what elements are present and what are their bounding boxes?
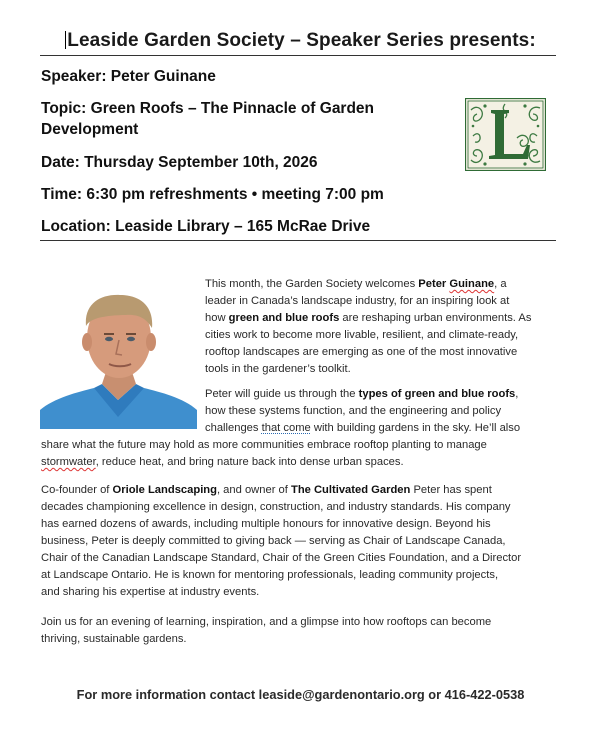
leaside-logo-icon [465, 98, 546, 171]
p3-text: , and owner of [216, 484, 291, 496]
spelling-flag: stormwater [41, 456, 96, 468]
grammar-flag: that come [261, 422, 311, 434]
bottom-divider [40, 240, 556, 241]
location-line [41, 216, 370, 237]
p3-text: decades championing excellence in design, construction, and industry standards. His company [41, 501, 511, 513]
p1-text: how [205, 312, 229, 324]
topic-line [41, 98, 374, 140]
speaker-first-name: Peter [418, 278, 447, 290]
date-label: Date: [41, 154, 80, 171]
p4-text: thriving, sustainable gardens. [41, 633, 187, 645]
p2-text: , reduce heat, and bring nature back into dense urban spaces. [95, 456, 404, 468]
p3-text: Chair of the Canadian Landscape Standard, Chair of the Green Cities Foundation, and a Director [41, 552, 522, 564]
p1-text: tools in the gardener’s toolkit. [205, 363, 351, 375]
date-line [41, 152, 318, 173]
topic-value: Green Roofs – The Pinnacle of Garden [90, 100, 375, 117]
speaker-photo [40, 282, 197, 429]
p1-text: leader in Canada’s landscape industry, for an inspiring look at [205, 295, 510, 307]
speaker-name: Peter Guinane [110, 68, 216, 85]
closing-paragraph [41, 614, 565, 648]
p3-text: Peter has spent [410, 484, 492, 496]
time-label: Time: [41, 186, 83, 203]
highlight-roofs: green and blue roofs [228, 312, 340, 324]
p1-text: cities work to become more livable, resilient, and climate-ready, [205, 329, 519, 341]
p3-text: Co-founder of [41, 484, 113, 496]
p4-text: Join us for an evening of learning, inspiration, and a glimpse into how rooftops can become [41, 616, 492, 628]
time-value: 6:30 pm refreshments • meeting 7:00 pm [86, 186, 384, 203]
top-divider [40, 55, 556, 56]
contact-footer: For more information contact leaside@gardenontario.org or 416-422-0538 [76, 687, 525, 702]
page-title [0, 30, 601, 52]
speaker-label: Speaker: [41, 68, 107, 85]
p3-text: business, Peter is deeply committed to giving back — serving as Chair of Landscape Canada, [41, 535, 506, 547]
intro-paragraph [205, 276, 565, 378]
speaker-line [41, 66, 216, 87]
p3-text: and sharing his expertise at industry events. [41, 586, 260, 598]
p2-text: with building gardens in the sky. He’ll also [310, 422, 521, 434]
p2-text: how these systems function, and the engineering and policy [205, 405, 502, 417]
p1-text: , a [494, 278, 507, 290]
p1-text: are reshaping urban environments. As [339, 312, 532, 324]
topic-value-cont: Development [41, 121, 139, 138]
p1-text: This month, the Garden Society welcomes [205, 278, 419, 290]
p2-text: share what the future may hold as more communities embrace rooftop planting to manage [41, 439, 487, 451]
company-name: Oriole Landscaping [112, 484, 217, 496]
date-value: Thursday September 10th, 2026 [84, 154, 318, 171]
p2-text: , [515, 388, 519, 400]
p2-text: Peter will guide us through the [205, 388, 359, 400]
time-line [41, 184, 384, 205]
title-text: Leaside Garden Society – Speaker Series presents: [67, 30, 536, 51]
location-label: Location: [41, 218, 111, 235]
speaker-last-name: Guinane [449, 278, 495, 290]
p3-text: has earned dozens of awards, including multiple honours for innovative design. Beyond his [41, 518, 491, 530]
topic-paragraph-top [205, 386, 565, 437]
p1-text: rooftop landscapes are emerging as one of the most innovative [205, 346, 518, 358]
highlight-roof-types: types of green and blue roofs [358, 388, 516, 400]
p3-text: at Landscape Ontario. He is known for mentoring professionals, leading community projects, [41, 569, 499, 581]
topic-label: Topic: [41, 100, 87, 117]
bio-paragraph [41, 482, 565, 601]
location-value: Leaside Library – 165 McRae Drive [115, 218, 371, 235]
topic-paragraph-bottom [41, 437, 565, 471]
p2-text: challenges [205, 422, 262, 434]
business-name: The Cultivated Garden [290, 484, 411, 496]
